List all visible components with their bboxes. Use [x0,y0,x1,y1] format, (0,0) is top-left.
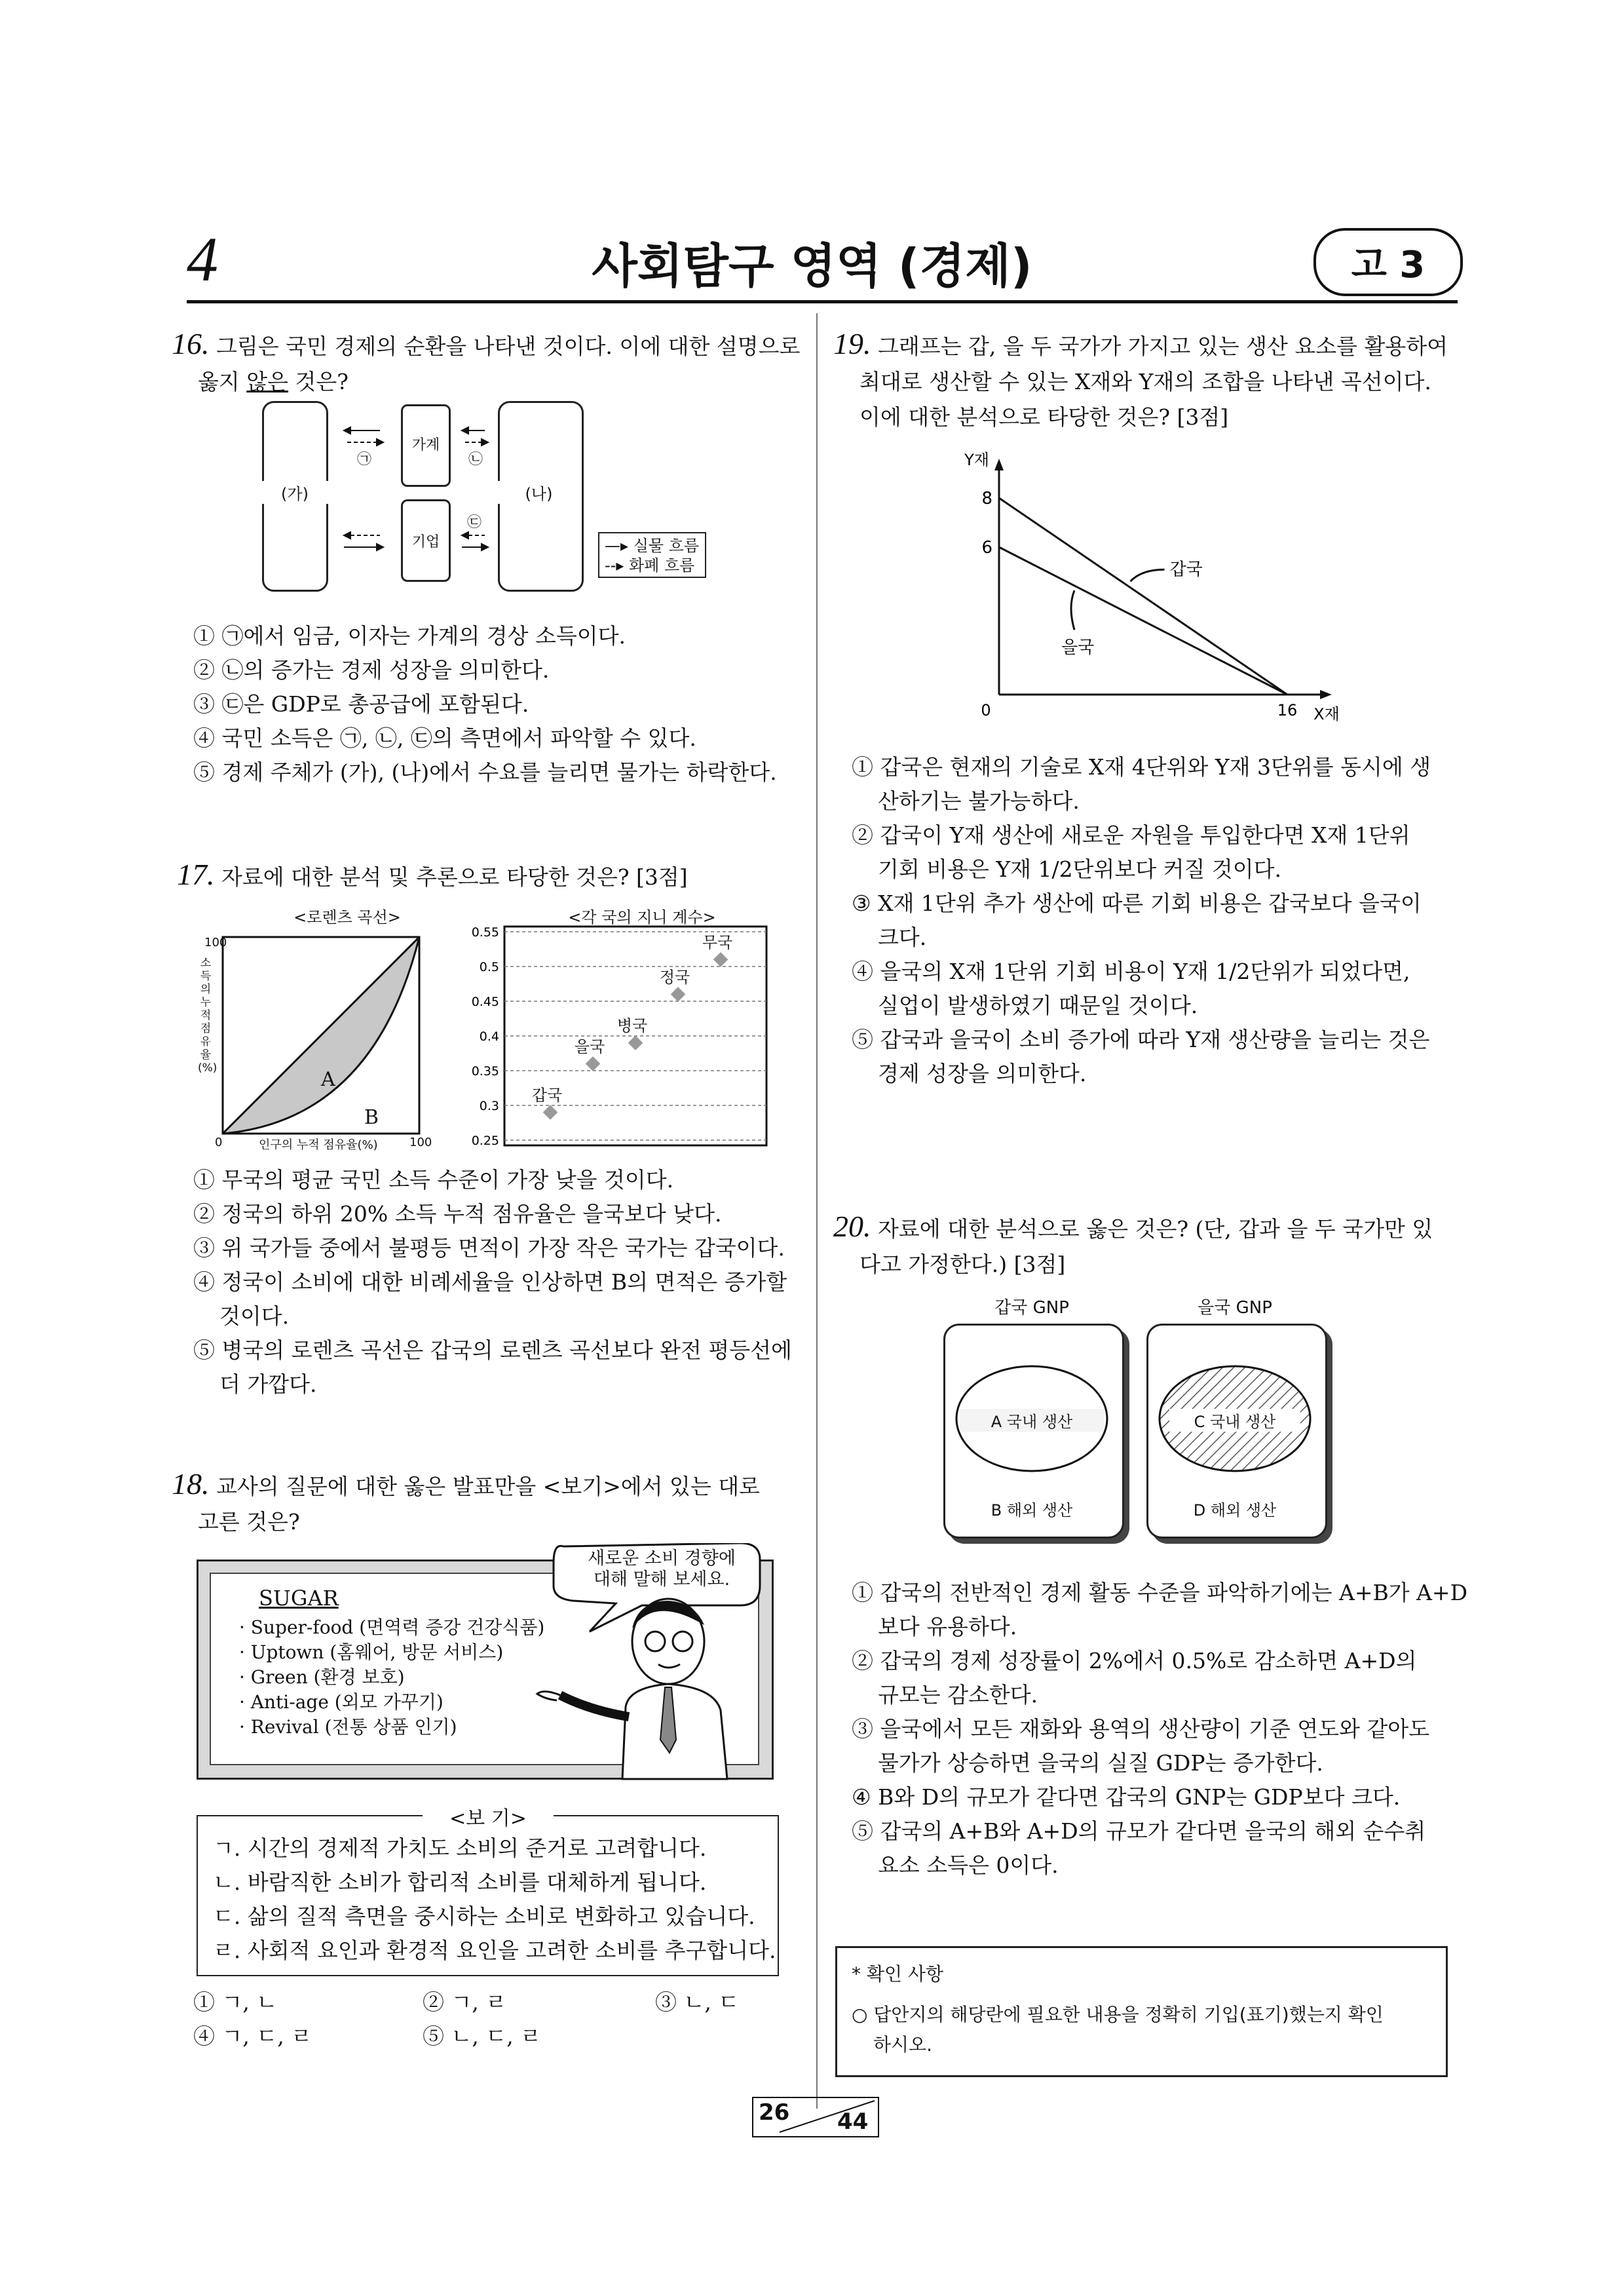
option-continued: 요소 소득은 0이다. [878,1852,1059,1878]
ppf-chart [943,446,1350,734]
option-continued: 산하기는 불가능하다. [878,788,1080,814]
option[interactable]: ② ㉡의 증가는 경제 성장을 의미한다. [193,657,550,683]
question-18 [172,1466,814,1540]
question-number: 16. [172,327,210,360]
bogi-item: ㄹ. 사회적 요인과 환경적 요인을 고려한 소비를 추구합니다. [213,1938,776,1963]
notice-line: ○ 답안지의 해당란에 필요한 내용을 정확히 기입(표기)했는지 확인 [852,2004,1384,2025]
question-20 [833,1209,1462,1282]
y-tick-label: 0.55 [471,925,499,940]
y-tick-label: 100 [204,936,227,949]
label-b-foreign: B 해외 생산 [991,1501,1073,1520]
question-16 [172,326,801,400]
chart-title: <로렌츠 곡선> [293,908,401,927]
gini-chart [459,904,773,1153]
series-pointer [1131,569,1165,581]
header-rule [187,300,1458,303]
option-continued: 물가가 상승하면 을국의 실질 GDP는 증가한다. [878,1750,1323,1776]
page-indicator [752,2097,879,2137]
option-continued: 경제 성장을 의미한다. [878,1061,1087,1086]
grade-badge: 고 3 [1313,228,1463,296]
equality-line [223,937,419,1134]
lorenz-chart [198,904,439,1153]
series-line [999,498,1287,695]
page-current: 26 [759,2099,790,2126]
question-text: 최대로 생산할 수 있는 X재와 Y재의 조합을 나타낸 곡선이다. [859,369,1431,394]
option[interactable]: ④ B와 D의 규모가 같다면 갑국의 GNP는 GDP보다 크다. [852,1784,1401,1810]
flow-legend: —▸ 실물 흐름 --▸ 화폐 흐름 [598,532,706,578]
option[interactable]: ⑤ 경제 주체가 (가), (나)에서 수요를 늘리면 물가는 하락한다. [193,759,777,785]
y-tick-label: 0.35 [471,1064,499,1079]
sector-na-label: (나) [498,481,580,504]
option[interactable]: ① 갑국은 현재의 기술로 X재 4단위와 Y재 3단위를 동시에 생 [852,754,1431,780]
q20-options [852,1576,1467,1883]
option[interactable]: ⑤ 병국의 로렌츠 곡선은 갑국의 로렌츠 곡선보다 완전 평등선에 [193,1337,792,1363]
region-label-b: B [364,1106,379,1129]
y-tick-label: 8 [981,489,992,508]
bogi-items [213,1831,776,1968]
option[interactable]: ② 갑국의 경제 성장률이 2%에서 0.5%로 감소하면 A+D의 [852,1648,1417,1674]
region-label-a: A [321,1068,335,1091]
option[interactable]: ① ㄱ, ㄴ [193,1989,278,2015]
y-tick-label: 0.4 [479,1029,499,1044]
question-text: 고른 것은? [198,1509,300,1535]
notice-box [835,1946,1448,2077]
option[interactable]: ④ ㄱ, ㄷ, ㄹ [193,2023,312,2049]
board-item: · Super-food (면역력 증강 건강식품) [239,1617,545,1638]
option[interactable]: ⑤ ㄴ, ㄷ, ㄹ [423,2023,542,2049]
circular-flow-diagram [259,401,717,591]
option[interactable]: ④ 정국이 소비에 대한 비례세율을 인상하면 B의 면적은 증가할 [193,1269,787,1295]
question-number: 19. [833,327,871,360]
notice-title: * 확인 사항 [852,1963,943,1985]
question-number: 17. [177,858,215,891]
speech-text [567,1548,757,1590]
option[interactable]: ③ 위 국가들 중에서 불평등 면적이 가장 작은 국가는 갑국이다. [193,1235,785,1261]
gnp-diagram [943,1294,1363,1556]
question-number: 18. [172,1467,210,1501]
point-label: 병국 [616,1016,648,1035]
series-label: 갑국 [1169,560,1203,580]
option[interactable]: ⑤ 갑국과 을국이 소비 증가에 따라 Y재 생산량을 늘리는 것은 [852,1027,1430,1052]
board-title: SUGAR [259,1586,339,1611]
x-axis-label: X재 [1313,705,1340,723]
y-tick-label: 0.5 [479,960,499,974]
series-pointer [1071,590,1074,630]
lorenz-plot [210,924,439,1153]
speech-line: 새로운 소비 경향에 [588,1548,736,1569]
board-item: · Anti-age (외모 가꾸기) [239,1691,444,1713]
board-item: · Revival (전통 상품 인기) [239,1716,457,1738]
y-axis-label: Y재 [964,451,989,469]
firm-label: 기업 [411,534,440,550]
q17-options [193,1163,809,1402]
question-text: 그림은 국민 경제의 순환을 나타낸 것이다. 이에 대한 설명으로 [216,334,801,359]
question-text: 것은? [288,369,349,394]
question-text: 그래프는 갑, 을 두 국가가 가지고 있는 생산 요소를 활용하여 [878,334,1448,359]
option[interactable]: ① ㉠에서 임금, 이자는 가계의 경상 소득이다. [193,623,626,649]
option[interactable]: ② ㄱ, ㄹ [423,1989,507,2015]
gnp-a-title: 갑국 GNP [994,1298,1069,1318]
y-tick-label: 0.25 [471,1134,499,1147]
q19-options [852,750,1467,1091]
question-text: 다고 가정한다.) [3점] [859,1252,1066,1277]
household-label: 가계 [411,437,440,453]
speech-line: 대해 말해 보세요. [593,1569,730,1590]
option[interactable]: ④ 국민 소득은 ㉠, ㉡, ㉢의 측면에서 파악할 수 있다. [193,725,696,751]
x-tick-label: 16 [1277,701,1298,719]
label-c-domestic: C 국내 생산 [1169,1409,1300,1432]
series-line [999,547,1287,695]
bogi-title: <보 기> [423,1802,554,1831]
x-axis-label: 인구의 누적 점유율(%) [259,1138,378,1152]
option[interactable]: ③ X재 1단위 추가 생산에 따른 기회 비용은 갑국보다 을국이 [852,890,1422,916]
point-label: 을국 [574,1037,605,1056]
legend-money-flow: 화폐 흐름 [629,556,695,575]
teacher-hand [537,1691,560,1700]
bogi-item: ㄱ. 시간의 경제적 가치도 소비의 준거로 고려합니다. [213,1835,707,1861]
question-number: 20. [833,1210,871,1243]
option-continued: 보다 유용하다. [878,1614,1017,1639]
point-label: 정국 [659,968,690,987]
label-c: ㉢ [467,514,482,531]
option[interactable]: ③ 을국에서 모든 재화와 용역의 생산량이 기준 연도와 같아도 [852,1716,1429,1742]
x-tick-label: 0 [215,1136,223,1149]
q16-options [193,619,809,790]
option[interactable]: ③ ㉢은 GDP로 총공급에 포함된다. [193,691,529,717]
option-continued: 실업이 발생하였기 때문일 것이다. [878,993,1198,1018]
teacher-illustration [197,1543,773,1782]
subject-title: 사회탐구 영역 (경제) [592,239,1032,294]
option[interactable]: ② 갑국이 Y재 생산에 새로운 자원을 투입한다면 X재 1단위 [852,822,1410,848]
question-text: 이에 대한 분석으로 타당한 것은? [3점] [859,404,1229,430]
option-continued: 크다. [878,925,927,950]
gini-plot [459,924,773,1147]
gnp-b-title: 을국 GNP [1198,1298,1272,1318]
option-continued: 더 가깝다. [219,1371,317,1397]
label-a: ㉠ [357,451,372,468]
board-item: · Green (환경 보호) [239,1666,405,1688]
page-total: 44 [837,2109,869,2135]
y-tick-label: 0.45 [471,995,499,1009]
label-d-foreign: D 해외 생산 [1193,1501,1277,1520]
y-tick-label: 6 [981,538,992,558]
label-b: ㉡ [468,451,483,468]
teacher-arm [560,1695,629,1717]
bogi-item: ㄴ. 바람직한 소비가 합리적 소비를 대체하게 됩니다. [213,1869,707,1895]
ppf-plot [943,446,1350,734]
option[interactable]: ① 갑국의 전반적인 경제 활동 수준을 파악하기에는 A+B가 A+D [852,1580,1468,1605]
option[interactable]: ② 정국의 하위 20% 소득 누적 점유율은 을국보다 낮다. [193,1201,722,1227]
y-tick-label: 0.3 [479,1099,499,1113]
notice-line: 하시오. [873,2034,933,2056]
x-axis-arrow [1320,690,1332,699]
legend-real-flow: 실물 흐름 [633,537,700,555]
option[interactable]: ③ ㄴ, ㄷ [655,1989,740,2015]
option-continued: 것이다. [219,1303,290,1329]
label-a-domestic: A 국내 생산 [960,1409,1104,1432]
point-label: 무국 [702,933,733,952]
option[interactable]: ⑤ 갑국의 A+B와 A+D의 규모가 같다면 을국의 해외 순수취 [852,1818,1426,1844]
question-text-emphasis: 않은 [246,369,289,394]
option-continued: 규모는 감소한다. [878,1682,1038,1708]
board-item: · Uptown (홈웨어, 방문 서비스) [239,1641,504,1663]
question-text: 옳지 [198,369,247,394]
point-label: 갑국 [531,1086,563,1105]
option[interactable]: ① 무국의 평균 국민 소득 수준이 가장 낮을 것이다. [193,1167,674,1193]
question-text: 교사의 질문에 대한 옳은 발표만을 <보기>에서 있는 대로 [216,1474,761,1499]
page-number: 4 [187,224,218,294]
option-continued: 기회 비용은 Y재 1/2단위보다 커질 것이다. [878,856,1282,882]
bogi-item: ㄷ. 삶의 질적 측면을 중시하는 소비로 변화하고 있습니다. [213,1904,755,1929]
sector-ga-label: (가) [259,481,331,504]
question-text: 자료에 대한 분석 및 추론으로 타당한 것은? [3점] [221,864,688,890]
question-text: 자료에 대한 분석으로 옳은 것은? (단, 갑과 을 두 국가만 있 [878,1216,1433,1242]
question-19 [833,326,1462,435]
x-tick-label: 0 [981,701,991,719]
column-divider [816,313,818,2109]
series-label: 을국 [1061,638,1095,658]
y-axis-label: 소득의 누적 점유율(%) [198,957,217,1075]
chart-title: <각 국의 지니 계수> [568,908,716,927]
x-tick-label: 100 [409,1136,432,1149]
question-17 [177,857,688,895]
y-axis-arrow [994,459,1004,470]
option[interactable]: ④ 을국의 X재 1단위 기회 비용이 Y재 1/2단위가 되었다면, [852,959,1410,984]
